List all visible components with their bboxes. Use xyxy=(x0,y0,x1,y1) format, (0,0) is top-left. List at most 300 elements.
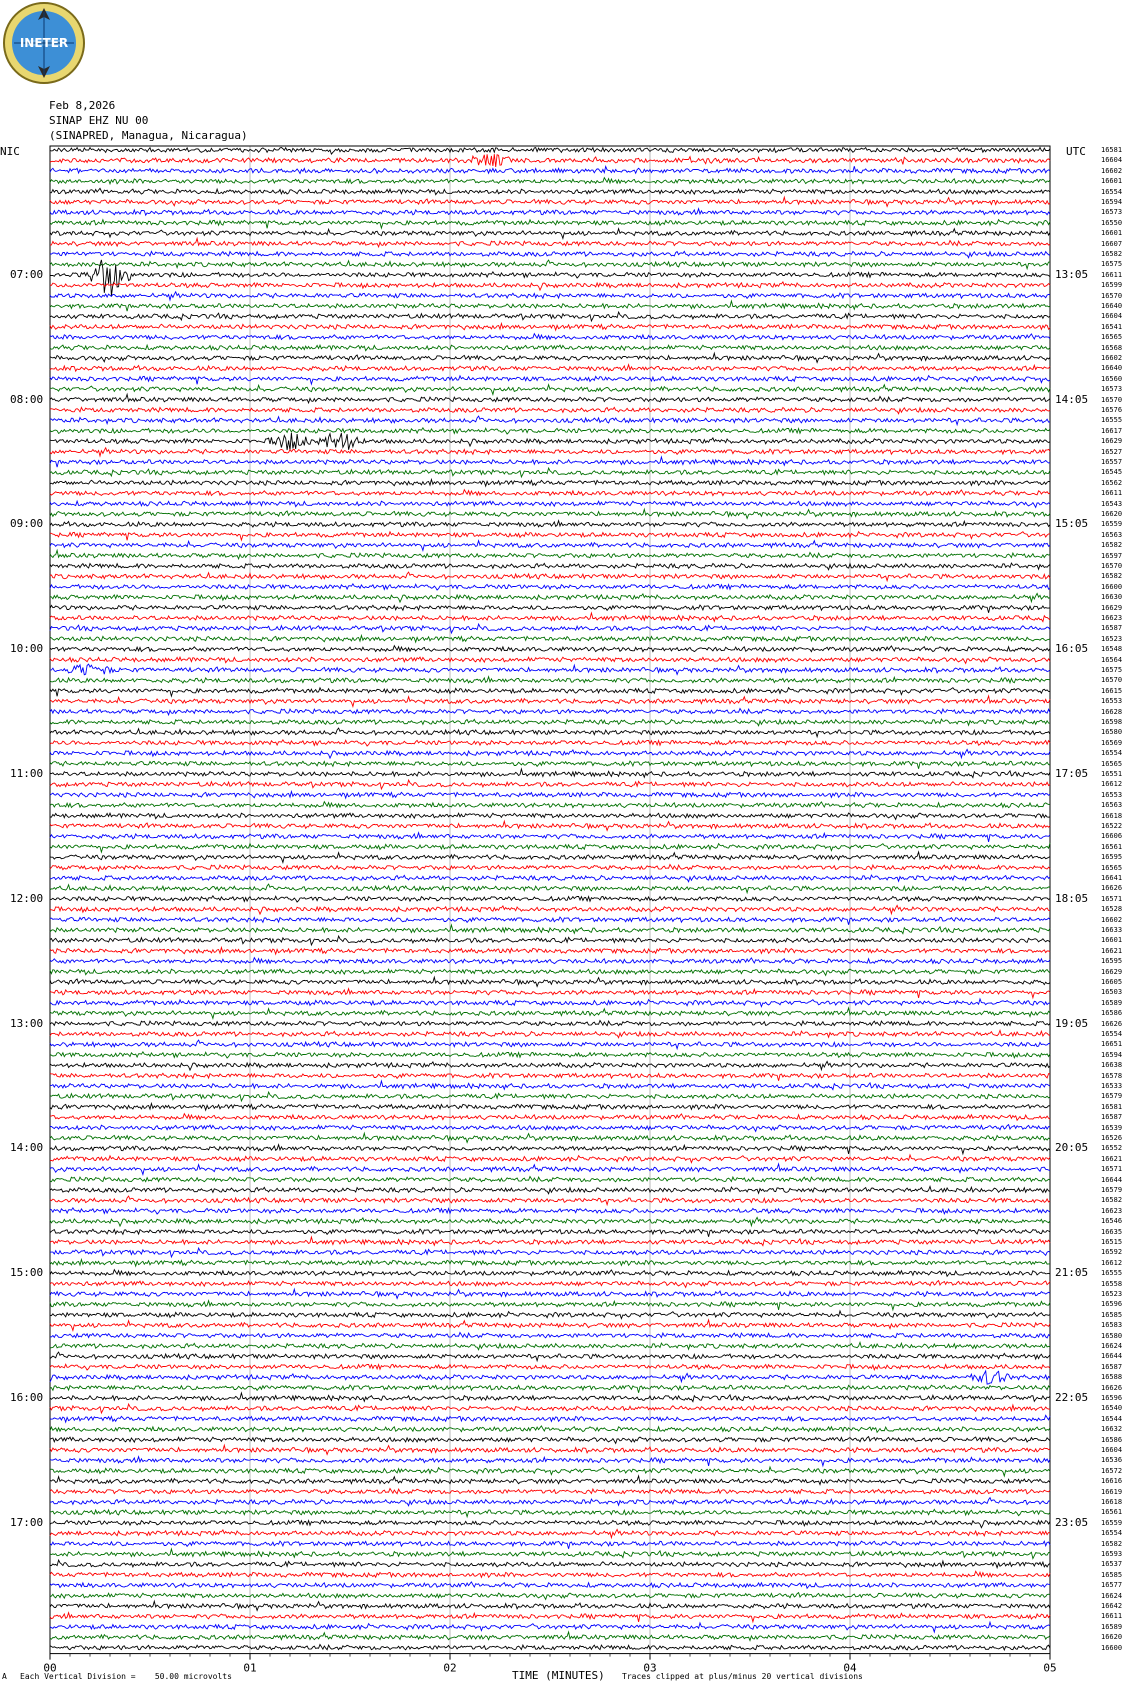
trace-78 xyxy=(50,958,1050,964)
trace-29 xyxy=(50,448,1050,456)
trace-58 xyxy=(50,749,1050,758)
trace-47 xyxy=(50,636,1050,643)
trace-50 xyxy=(50,664,1050,675)
trace-131 xyxy=(50,1509,1050,1516)
trace-144 xyxy=(50,1645,1050,1650)
trace-rms-label: 16585 xyxy=(1101,1310,1123,1319)
x-tick-label: 01 xyxy=(243,1661,257,1675)
trace-rms-label: 16580 xyxy=(1101,728,1123,737)
left-hour-label: 11:00 xyxy=(10,767,44,780)
trace-rms-label: 16582 xyxy=(1101,1539,1123,1548)
trace-rms-label: 16612 xyxy=(1101,1258,1123,1267)
trace-80 xyxy=(50,977,1050,986)
trace-57 xyxy=(50,740,1050,746)
trace-rms-label: 16595 xyxy=(1101,853,1123,862)
trace-21 xyxy=(50,365,1050,372)
trace-rms-label: 16601 xyxy=(1101,229,1123,238)
trace-rms-label: 16587 xyxy=(1101,624,1123,633)
trace-86 xyxy=(50,1040,1050,1049)
trace-rms-label: 16594 xyxy=(1101,198,1123,206)
trace-rms-label: 16561 xyxy=(1101,842,1123,851)
trace-rms-label: 16527 xyxy=(1101,447,1123,456)
logo-text: INETER xyxy=(19,36,69,50)
trace-rms-label: 16559 xyxy=(1101,520,1123,529)
trace-107 xyxy=(50,1260,1050,1267)
trace-45 xyxy=(50,613,1050,622)
trace-63 xyxy=(50,802,1050,808)
trace-rms-label: 16597 xyxy=(1101,551,1123,560)
trace-rms-label: 16642 xyxy=(1101,1602,1123,1610)
trace-rms-label: 16551 xyxy=(1101,770,1123,778)
trace-66 xyxy=(50,833,1050,842)
trace-rms-label: 16616 xyxy=(1101,1477,1123,1486)
trace-rms-label: 16570 xyxy=(1101,676,1123,685)
trace-97 xyxy=(50,1155,1050,1163)
trace-rms-label: 16596 xyxy=(1101,1300,1123,1309)
trace-rms-label: 16602 xyxy=(1101,354,1123,362)
trace-rms-label: 16611 xyxy=(1101,270,1123,279)
trace-rms-label: 16617 xyxy=(1101,426,1123,435)
trace-143 xyxy=(50,1632,1050,1641)
trace-95 xyxy=(50,1133,1050,1142)
trace-90 xyxy=(50,1081,1050,1090)
trace-87 xyxy=(50,1052,1050,1058)
trace-9 xyxy=(50,238,1050,247)
trace-rms-label: 16600 xyxy=(1101,1643,1123,1652)
trace-rms-label: 16541 xyxy=(1101,322,1123,331)
left-hour-label: 17:00 xyxy=(10,1515,44,1529)
trace-127 xyxy=(50,1467,1050,1476)
trace-110 xyxy=(50,1289,1050,1298)
trace-rms-label: 16640 xyxy=(1101,364,1123,373)
scale-note: Each Vertical Division = 50.00 microvolts xyxy=(20,1672,232,1681)
trace-rms-label: 16629 xyxy=(1101,437,1123,446)
trace-72 xyxy=(50,896,1050,902)
trace-rms-label: 16619 xyxy=(1101,1487,1123,1496)
trace-1 xyxy=(50,154,1050,167)
trace-140 xyxy=(50,1601,1050,1610)
trace-rms-label: 16623 xyxy=(1101,1206,1123,1215)
trace-38 xyxy=(50,541,1050,551)
trace-rms-label: 16523 xyxy=(1101,1290,1123,1298)
trace-52 xyxy=(50,688,1050,697)
trace-rms-label: 16644 xyxy=(1101,1352,1123,1361)
trace-rms-label: 16544 xyxy=(1101,1414,1123,1423)
trace-126 xyxy=(50,1457,1050,1466)
trace-rms-label: 16571 xyxy=(1101,894,1123,903)
trace-79 xyxy=(50,969,1050,975)
trace-113 xyxy=(50,1320,1050,1330)
trace-13 xyxy=(50,282,1050,290)
trace-138 xyxy=(50,1582,1050,1588)
trace-136 xyxy=(50,1560,1050,1568)
trace-rms-label: 16545 xyxy=(1101,468,1123,477)
trace-43 xyxy=(50,593,1050,602)
trace-rms-label: 16589 xyxy=(1101,998,1123,1007)
trace-88 xyxy=(50,1061,1050,1070)
trace-rms-label: 16638 xyxy=(1101,1061,1123,1070)
left-hour-label: 07:00 xyxy=(10,267,44,281)
trace-54 xyxy=(50,709,1050,715)
trace-rms-label: 16621 xyxy=(1101,1154,1123,1163)
station-label: SINAP EHZ NU 00 xyxy=(49,114,149,127)
trace-76 xyxy=(50,936,1050,945)
trace-41 xyxy=(50,572,1050,581)
trace-rms-label: 16577 xyxy=(1101,1581,1123,1590)
trace-51 xyxy=(50,677,1050,683)
right-hour-label: 20:05 xyxy=(1055,1141,1089,1155)
trace-134 xyxy=(50,1541,1050,1549)
trace-117 xyxy=(50,1364,1050,1370)
trace-121 xyxy=(50,1404,1050,1413)
trace-rms-label: 16594 xyxy=(1101,1050,1123,1059)
trace-108 xyxy=(50,1270,1050,1277)
trace-96 xyxy=(50,1145,1050,1154)
x-axis-label: TIME (MINUTES) xyxy=(512,1669,605,1682)
trace-rms-label: 16586 xyxy=(1101,1009,1123,1018)
trace-rms-label: 16554 xyxy=(1101,1529,1123,1538)
trace-42 xyxy=(50,584,1050,590)
trace-rms-label: 16543 xyxy=(1101,499,1123,508)
trace-67 xyxy=(50,843,1050,852)
footer-mark: A xyxy=(2,1672,7,1681)
trace-rms-label: 16629 xyxy=(1101,603,1123,612)
trace-94 xyxy=(50,1125,1050,1132)
trace-rms-label: 16587 xyxy=(1101,1362,1123,1371)
trace-111 xyxy=(50,1301,1050,1310)
trace-59 xyxy=(50,761,1050,769)
left-hour-label: 09:00 xyxy=(10,517,44,531)
trace-rms-label: 16570 xyxy=(1101,291,1123,300)
trace-83 xyxy=(50,1008,1050,1018)
trace-rms-label: 16503 xyxy=(1101,988,1123,997)
trace-48 xyxy=(50,646,1050,652)
trace-rms-label: 16582 xyxy=(1101,250,1123,258)
trace-2 xyxy=(50,166,1050,173)
trace-rms-label: 16628 xyxy=(1101,707,1123,716)
trace-rms-label: 16589 xyxy=(1101,1622,1123,1631)
trace-rms-label: 16601 xyxy=(1101,177,1123,186)
right-hour-label: 22:05 xyxy=(1055,1391,1089,1404)
trace-74 xyxy=(50,917,1050,925)
trace-34 xyxy=(50,501,1050,507)
trace-rms-label: 16528 xyxy=(1101,905,1123,914)
trace-37 xyxy=(50,532,1050,541)
trace-rms-label: 16553 xyxy=(1101,790,1123,799)
trace-rms-label: 16579 xyxy=(1101,1186,1123,1194)
x-tick-label: 03 xyxy=(643,1661,657,1675)
x-tick-label: 02 xyxy=(443,1661,457,1675)
trace-69 xyxy=(50,865,1050,871)
trace-61 xyxy=(50,780,1050,789)
trace-92 xyxy=(50,1104,1050,1111)
trace-98 xyxy=(50,1164,1050,1174)
trace-rms-label: 16540 xyxy=(1101,1404,1123,1413)
left-hour-label: 14:00 xyxy=(10,1141,44,1155)
trace-rms-label: 16592 xyxy=(1101,1248,1123,1257)
trace-20 xyxy=(50,353,1050,362)
trace-109 xyxy=(50,1281,1050,1288)
trace-6 xyxy=(50,209,1050,216)
trace-124 xyxy=(50,1437,1050,1444)
trace-49 xyxy=(50,657,1050,663)
trace-rms-label: 16582 xyxy=(1101,572,1123,581)
trace-rms-label: 16537 xyxy=(1101,1560,1123,1569)
x-tick-label: 05 xyxy=(1043,1661,1057,1675)
trace-rms-label: 16553 xyxy=(1101,697,1123,706)
trace-rms-label: 16644 xyxy=(1101,1175,1123,1184)
trace-rms-label: 16580 xyxy=(1101,1331,1123,1340)
trace-7 xyxy=(50,220,1050,229)
trace-24 xyxy=(50,394,1050,403)
trace-rms-label: 16583 xyxy=(1101,1321,1123,1330)
trace-129 xyxy=(50,1489,1050,1494)
trace-12 xyxy=(50,260,1050,296)
trace-rms-label: 16604 xyxy=(1101,1446,1123,1454)
trace-rms-label: 16536 xyxy=(1101,1456,1123,1465)
trace-rms-label: 16581 xyxy=(1101,1102,1123,1111)
trace-rms-label: 16570 xyxy=(1101,562,1123,570)
trace-rms-label: 16602 xyxy=(1101,915,1123,924)
trace-28 xyxy=(50,433,1050,450)
trace-103 xyxy=(50,1217,1050,1226)
trace-rms-label: 16604 xyxy=(1101,156,1123,165)
trace-112 xyxy=(50,1311,1050,1319)
trace-137 xyxy=(50,1571,1050,1577)
trace-31 xyxy=(50,468,1050,477)
trace-rms-label: 16571 xyxy=(1101,1165,1123,1174)
trace-118 xyxy=(50,1371,1050,1384)
trace-rms-label: 16582 xyxy=(1101,1196,1123,1205)
trace-5 xyxy=(50,197,1050,206)
trace-rms-label: 16523 xyxy=(1101,634,1123,643)
trace-82 xyxy=(50,999,1050,1007)
trace-rms-label: 16575 xyxy=(1101,260,1123,269)
trace-25 xyxy=(50,407,1050,413)
right-hour-label: 18:05 xyxy=(1055,891,1089,905)
right-hour-label: 15:05 xyxy=(1055,517,1089,531)
trace-rms-label: 16586 xyxy=(1101,1435,1123,1444)
trace-99 xyxy=(50,1177,1050,1182)
trace-rms-label: 16630 xyxy=(1101,593,1123,602)
trace-91 xyxy=(50,1092,1050,1101)
trace-rms-label: 16626 xyxy=(1101,1019,1123,1028)
trace-rms-label: 16558 xyxy=(1101,1279,1123,1288)
trace-rms-label: 16559 xyxy=(1101,1518,1123,1527)
trace-rms-label: 16588 xyxy=(1101,1373,1123,1382)
trace-133 xyxy=(50,1529,1050,1537)
trace-14 xyxy=(50,292,1050,300)
left-timezone-label: NIC xyxy=(0,145,20,158)
trace-rms-label: 16641 xyxy=(1101,874,1123,882)
trace-rms-label: 16548 xyxy=(1101,645,1123,654)
trace-rms-label: 16582 xyxy=(1101,541,1123,550)
trace-15 xyxy=(50,301,1050,311)
trace-44 xyxy=(50,605,1050,613)
trace-rms-label: 16569 xyxy=(1101,738,1123,747)
trace-3 xyxy=(50,178,1050,184)
trace-89 xyxy=(50,1073,1050,1081)
trace-rms-label: 16604 xyxy=(1101,312,1123,321)
trace-rms-label: 16600 xyxy=(1101,582,1123,591)
trace-75 xyxy=(50,925,1050,934)
trace-22 xyxy=(50,376,1050,385)
trace-rms-label: 16640 xyxy=(1101,302,1123,310)
trace-rms-label: 16585 xyxy=(1101,1570,1123,1579)
trace-81 xyxy=(50,989,1050,998)
trace-55 xyxy=(50,719,1050,726)
trace-84 xyxy=(50,1021,1050,1026)
trace-77 xyxy=(50,948,1050,955)
trace-26 xyxy=(50,416,1050,425)
trace-rms-label: 16626 xyxy=(1101,884,1123,893)
trace-rms-label: 16526 xyxy=(1101,1134,1123,1142)
trace-65 xyxy=(50,821,1050,830)
trace-rms-label: 16557 xyxy=(1101,458,1123,466)
trace-rms-label: 16618 xyxy=(1101,811,1123,820)
trace-141 xyxy=(50,1613,1050,1622)
trace-rms-label: 16555 xyxy=(1101,416,1123,425)
trace-100 xyxy=(50,1186,1050,1193)
trace-rms-label: 16539 xyxy=(1101,1123,1123,1132)
trace-46 xyxy=(50,624,1050,633)
trace-139 xyxy=(50,1593,1050,1600)
trace-rms-label: 16561 xyxy=(1101,1508,1123,1517)
trace-125 xyxy=(50,1445,1050,1454)
trace-rms-label: 16522 xyxy=(1101,822,1123,830)
trace-19 xyxy=(50,345,1050,351)
trace-56 xyxy=(50,728,1050,737)
right-hour-label: 17:05 xyxy=(1055,767,1089,780)
trace-128 xyxy=(50,1476,1050,1485)
trace-rms-label: 16596 xyxy=(1101,1394,1123,1402)
left-hour-label: 08:00 xyxy=(10,392,44,406)
trace-rms-label: 16560 xyxy=(1101,374,1123,383)
trace-rms-label: 16620 xyxy=(1101,1633,1123,1642)
trace-rms-label: 16562 xyxy=(1101,478,1123,487)
trace-rms-label: 16546 xyxy=(1101,1217,1123,1226)
trace-rms-label: 16579 xyxy=(1101,1092,1123,1101)
trace-10 xyxy=(50,251,1050,257)
right-hour-label: 13:05 xyxy=(1055,267,1089,281)
trace-rms-label: 16552 xyxy=(1101,1144,1123,1153)
trace-119 xyxy=(50,1385,1050,1393)
trace-39 xyxy=(50,550,1050,559)
trace-rms-label: 16605 xyxy=(1101,978,1123,986)
trace-rms-label: 16620 xyxy=(1101,510,1123,518)
left-hour-label: 16:00 xyxy=(10,1391,44,1404)
trace-rms-label: 16601 xyxy=(1101,936,1123,945)
trace-35 xyxy=(50,509,1050,518)
trace-rms-label: 16599 xyxy=(1101,281,1123,290)
trace-23 xyxy=(50,385,1050,395)
trace-rms-label: 16533 xyxy=(1101,1082,1123,1090)
trace-105 xyxy=(50,1237,1050,1246)
trace-rms-label: 16602 xyxy=(1101,166,1123,175)
trace-18 xyxy=(50,334,1050,340)
trace-122 xyxy=(50,1415,1050,1422)
trace-rms-label: 16632 xyxy=(1101,1425,1123,1434)
trace-rms-label: 16563 xyxy=(1101,530,1123,539)
right-timezone-label: UTC xyxy=(1066,145,1086,158)
trace-101 xyxy=(50,1196,1050,1205)
trace-rms-label: 16581 xyxy=(1101,146,1123,154)
clip-note: Traces clipped at plus/minus 20 vertical divisions xyxy=(622,1672,863,1681)
trace-rms-label: 16565 xyxy=(1101,759,1123,768)
trace-115 xyxy=(50,1342,1050,1349)
trace-rms-label: 16573 xyxy=(1101,208,1123,217)
trace-rms-label: 16623 xyxy=(1101,614,1123,622)
trace-27 xyxy=(50,428,1050,434)
trace-rms-label: 16550 xyxy=(1101,218,1123,227)
trace-68 xyxy=(50,852,1050,862)
trace-rms-label: 16576 xyxy=(1101,406,1123,414)
right-hour-label: 23:05 xyxy=(1055,1515,1089,1529)
trace-rms-label: 16554 xyxy=(1101,749,1123,758)
trace-rms-label: 16515 xyxy=(1101,1238,1123,1246)
right-hour-label: 21:05 xyxy=(1055,1266,1089,1280)
trace-rms-label: 16572 xyxy=(1101,1466,1123,1475)
trace-rms-label: 16607 xyxy=(1101,239,1123,248)
trace-rms-label: 16624 xyxy=(1101,1591,1123,1600)
trace-rms-label: 16651 xyxy=(1101,1040,1123,1049)
trace-30 xyxy=(50,457,1050,467)
trace-73 xyxy=(50,905,1050,914)
trace-rms-label: 16573 xyxy=(1101,385,1123,394)
trace-rms-label: 16593 xyxy=(1101,1550,1123,1558)
trace-rms-label: 16575 xyxy=(1101,666,1123,674)
left-hour-label: 15:00 xyxy=(10,1266,44,1280)
trace-rms-label: 16568 xyxy=(1101,343,1123,352)
trace-17 xyxy=(50,324,1050,331)
trace-62 xyxy=(50,792,1050,799)
trace-rms-label: 16564 xyxy=(1101,655,1123,664)
trace-85 xyxy=(50,1030,1050,1037)
trace-rms-label: 16615 xyxy=(1101,686,1123,695)
trace-71 xyxy=(50,884,1050,893)
trace-rms-label: 16595 xyxy=(1101,957,1123,966)
trace-114 xyxy=(50,1333,1050,1338)
trace-64 xyxy=(50,813,1050,819)
trace-132 xyxy=(50,1520,1050,1527)
network-label: (SINAPRED, Managua, Nicaragua) xyxy=(49,129,248,142)
x-tick-label: 04 xyxy=(843,1661,857,1675)
date-label: Feb 8,2026 xyxy=(49,99,116,112)
trace-rms-label: 16598 xyxy=(1101,718,1123,726)
trace-rms-label: 16635 xyxy=(1101,1227,1123,1236)
trace-rms-label: 16578 xyxy=(1101,1071,1123,1080)
trace-70 xyxy=(50,875,1050,882)
trace-104 xyxy=(50,1229,1050,1237)
trace-rms-label: 16555 xyxy=(1101,1269,1123,1278)
trace-rms-label: 16554 xyxy=(1101,187,1123,196)
trace-36 xyxy=(50,521,1050,527)
trace-rms-label: 16570 xyxy=(1101,395,1123,404)
left-hour-label: 12:00 xyxy=(10,891,44,905)
trace-rms-label: 16611 xyxy=(1101,489,1123,498)
trace-123 xyxy=(50,1426,1050,1432)
trace-11 xyxy=(50,260,1050,269)
left-hour-label: 13:00 xyxy=(10,1016,44,1030)
trace-rms-label: 16563 xyxy=(1101,801,1123,810)
trace-120 xyxy=(50,1393,1050,1402)
trace-rms-label: 16612 xyxy=(1101,780,1123,789)
trace-32 xyxy=(50,480,1050,487)
trace-116 xyxy=(50,1352,1050,1361)
trace-rms-label: 16611 xyxy=(1101,1612,1123,1621)
trace-rms-label: 16565 xyxy=(1101,863,1123,872)
trace-130 xyxy=(50,1498,1050,1506)
